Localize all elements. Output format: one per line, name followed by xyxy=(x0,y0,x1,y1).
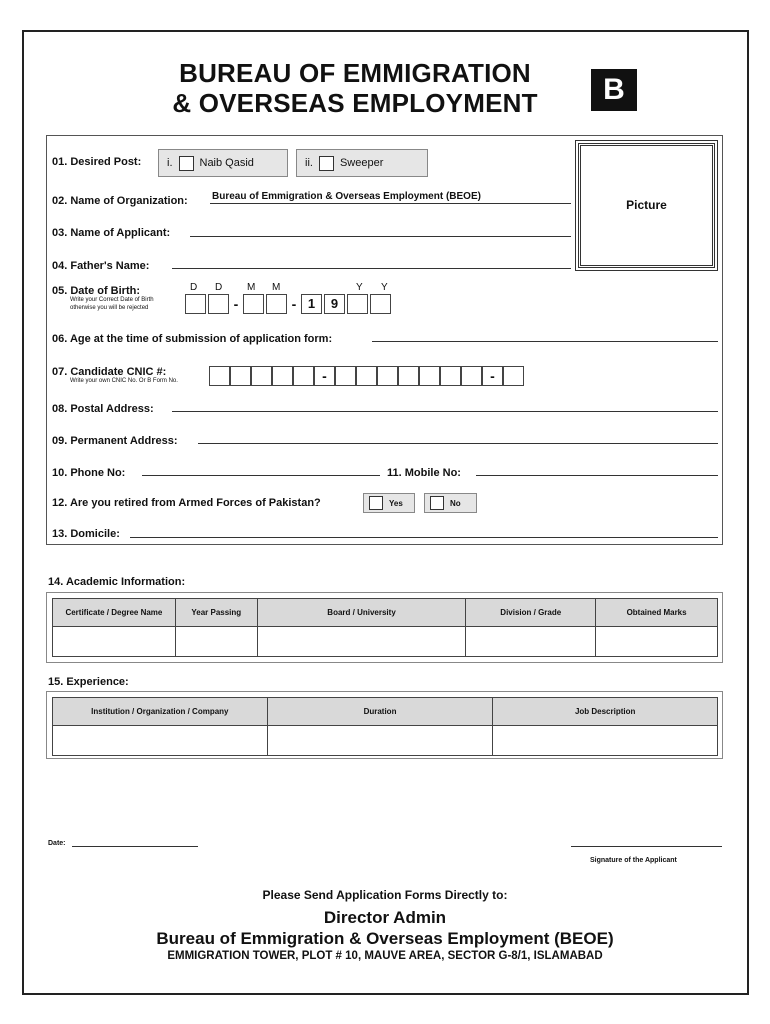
father-name-field[interactable] xyxy=(172,268,571,269)
sweeper-checkbox[interactable] xyxy=(319,156,334,171)
cnic-separator: - xyxy=(482,366,503,386)
cnic-digit[interactable] xyxy=(209,366,230,386)
academic-cell-division[interactable] xyxy=(466,627,596,657)
dob-year-3[interactable] xyxy=(347,294,368,314)
dob-input-row xyxy=(185,294,391,314)
experience-col-duration: Duration xyxy=(267,698,493,726)
permanent-address-label: 09. Permanent Address: xyxy=(52,435,178,447)
academic-cell-marks[interactable] xyxy=(596,627,718,657)
signature-label: Signature of the Applicant xyxy=(590,857,677,864)
table-row xyxy=(53,726,718,756)
academic-col-marks: Obtained Marks xyxy=(596,599,718,627)
organization-value: Bureau of Emmigration & Overseas Employment (BEOE) xyxy=(212,191,481,202)
postal-address-field[interactable] xyxy=(172,411,718,412)
category-badge: B xyxy=(591,69,637,111)
dob-separator: - xyxy=(233,296,239,312)
dob-year-4[interactable] xyxy=(370,294,391,314)
phone-label: 10. Phone No: xyxy=(52,467,126,479)
retired-yes-option[interactable] xyxy=(363,493,415,513)
option-label: Naib Qasid xyxy=(199,157,254,169)
cnic-digit[interactable] xyxy=(251,366,272,386)
dob-year-1: 1 xyxy=(301,294,322,314)
cnic-digit[interactable] xyxy=(419,366,440,386)
organization-label: 02. Name of Organization: xyxy=(52,195,188,207)
retired-yes-checkbox[interactable] xyxy=(369,496,383,510)
cnic-separator: - xyxy=(314,366,335,386)
dob-note-2: otherwise you will be rejected xyxy=(70,305,149,311)
dob-year-hint-1: Y xyxy=(356,282,363,293)
cnic-digit[interactable] xyxy=(272,366,293,386)
academic-table xyxy=(52,598,718,657)
experience-cell-duration[interactable] xyxy=(267,726,493,756)
cnic-note: Write your own CNIC No. Or B Form No. xyxy=(70,378,178,384)
title-line-2: & OVERSEAS EMPLOYMENT xyxy=(172,88,538,118)
academic-cell-certificate[interactable] xyxy=(53,627,176,657)
experience-col-institution: Institution / Organization / Company xyxy=(53,698,268,726)
applicant-name-field[interactable] xyxy=(190,236,571,237)
experience-cell-institution[interactable] xyxy=(53,726,268,756)
academic-col-year: Year Passing xyxy=(175,599,257,627)
dob-month-2[interactable] xyxy=(266,294,287,314)
academic-col-division: Division / Grade xyxy=(466,599,596,627)
bureau-name: Bureau of Emmigration & Overseas Employment (BEOE) xyxy=(156,929,614,948)
cnic-digit[interactable] xyxy=(377,366,398,386)
dob-day-1[interactable] xyxy=(185,294,206,314)
cnic-digit[interactable] xyxy=(440,366,461,386)
desired-post-label: 01. Desired Post: xyxy=(52,156,142,168)
experience-cell-job-description[interactable] xyxy=(493,726,718,756)
date-field[interactable] xyxy=(72,846,198,847)
table-row xyxy=(53,627,718,657)
dob-day-2[interactable] xyxy=(208,294,229,314)
dob-separator: - xyxy=(291,296,297,312)
cnic-digit[interactable] xyxy=(335,366,356,386)
dob-month-hint-1: M xyxy=(247,282,256,293)
mobile-label: 11. Mobile No: xyxy=(387,467,461,479)
dob-year-hint-2: Y xyxy=(381,282,388,293)
organization-line[interactable] xyxy=(210,203,571,204)
dob-note-1: Write your Correct Date of Birth xyxy=(70,297,154,303)
academic-cell-year[interactable] xyxy=(175,627,257,657)
domicile-field[interactable] xyxy=(130,537,718,538)
father-name-label: 04. Father's Name: xyxy=(52,260,150,272)
retired-no-option[interactable] xyxy=(424,493,477,513)
option-prefix: ii. xyxy=(305,157,313,169)
bureau-address: EMMIGRATION TOWER, PLOT # 10, MAUVE AREA, SECTOR G-8/1, ISLAMABAD xyxy=(167,950,603,962)
dob-day-hint-1: D xyxy=(190,282,198,293)
experience-section-title: 15. Experience: xyxy=(48,676,129,688)
signature-line[interactable] xyxy=(571,846,722,847)
post-option-naib-qasid[interactable] xyxy=(158,149,288,177)
academic-section-title: 14. Academic Information: xyxy=(48,576,186,588)
picture-label: Picture xyxy=(626,198,667,212)
domicile-label: 13. Domicile: xyxy=(52,528,120,540)
dob-month-hint-2: M xyxy=(272,282,281,293)
send-to-text: Please Send Application Forms Directly to: xyxy=(262,888,508,902)
experience-col-job-description: Job Description xyxy=(493,698,718,726)
cnic-label: 07. Candidate CNIC #: xyxy=(52,366,167,378)
cnic-digit[interactable] xyxy=(398,366,419,386)
retired-yes-label: Yes xyxy=(389,498,403,508)
cnic-digit[interactable] xyxy=(230,366,251,386)
cnic-input-row xyxy=(209,366,524,386)
option-label: Sweeper xyxy=(339,157,384,169)
postal-address-label: 08. Postal Address: xyxy=(52,403,154,415)
age-label: 06. Age at the time of submission of application form: xyxy=(52,333,333,345)
title-line-1: BUREAU OF EMMIGRATION xyxy=(179,58,531,88)
cnic-digit[interactable] xyxy=(503,366,524,386)
post-option-sweeper[interactable] xyxy=(296,149,428,177)
age-field[interactable] xyxy=(372,341,718,342)
dob-day-hint-2: D xyxy=(215,282,223,293)
director-title: Director Admin xyxy=(323,908,447,927)
retired-label: 12. Are you retired from Armed Forces of Pakistan? xyxy=(52,497,321,509)
date-label: Date: xyxy=(48,840,66,847)
academic-col-board: Board / University xyxy=(257,599,466,627)
form-title xyxy=(60,58,650,118)
dob-year-2: 9 xyxy=(324,294,345,314)
cnic-digit[interactable] xyxy=(293,366,314,386)
option-prefix: i. xyxy=(167,157,173,169)
cnic-digit[interactable] xyxy=(461,366,482,386)
dob-month-1[interactable] xyxy=(243,294,264,314)
academic-col-certificate: Certificate / Degree Name xyxy=(53,599,176,627)
naib-qasid-checkbox[interactable] xyxy=(179,156,194,171)
mobile-field[interactable] xyxy=(476,475,718,476)
experience-table xyxy=(52,697,718,756)
retired-no-checkbox[interactable] xyxy=(430,496,444,510)
phone-field[interactable] xyxy=(142,475,380,476)
academic-cell-board[interactable] xyxy=(257,627,466,657)
cnic-digit[interactable] xyxy=(356,366,377,386)
permanent-address-field[interactable] xyxy=(198,443,718,444)
applicant-name-label: 03. Name of Applicant: xyxy=(52,227,171,239)
retired-no-label: No xyxy=(450,498,461,508)
dob-label: 05. Date of Birth: xyxy=(52,285,141,297)
